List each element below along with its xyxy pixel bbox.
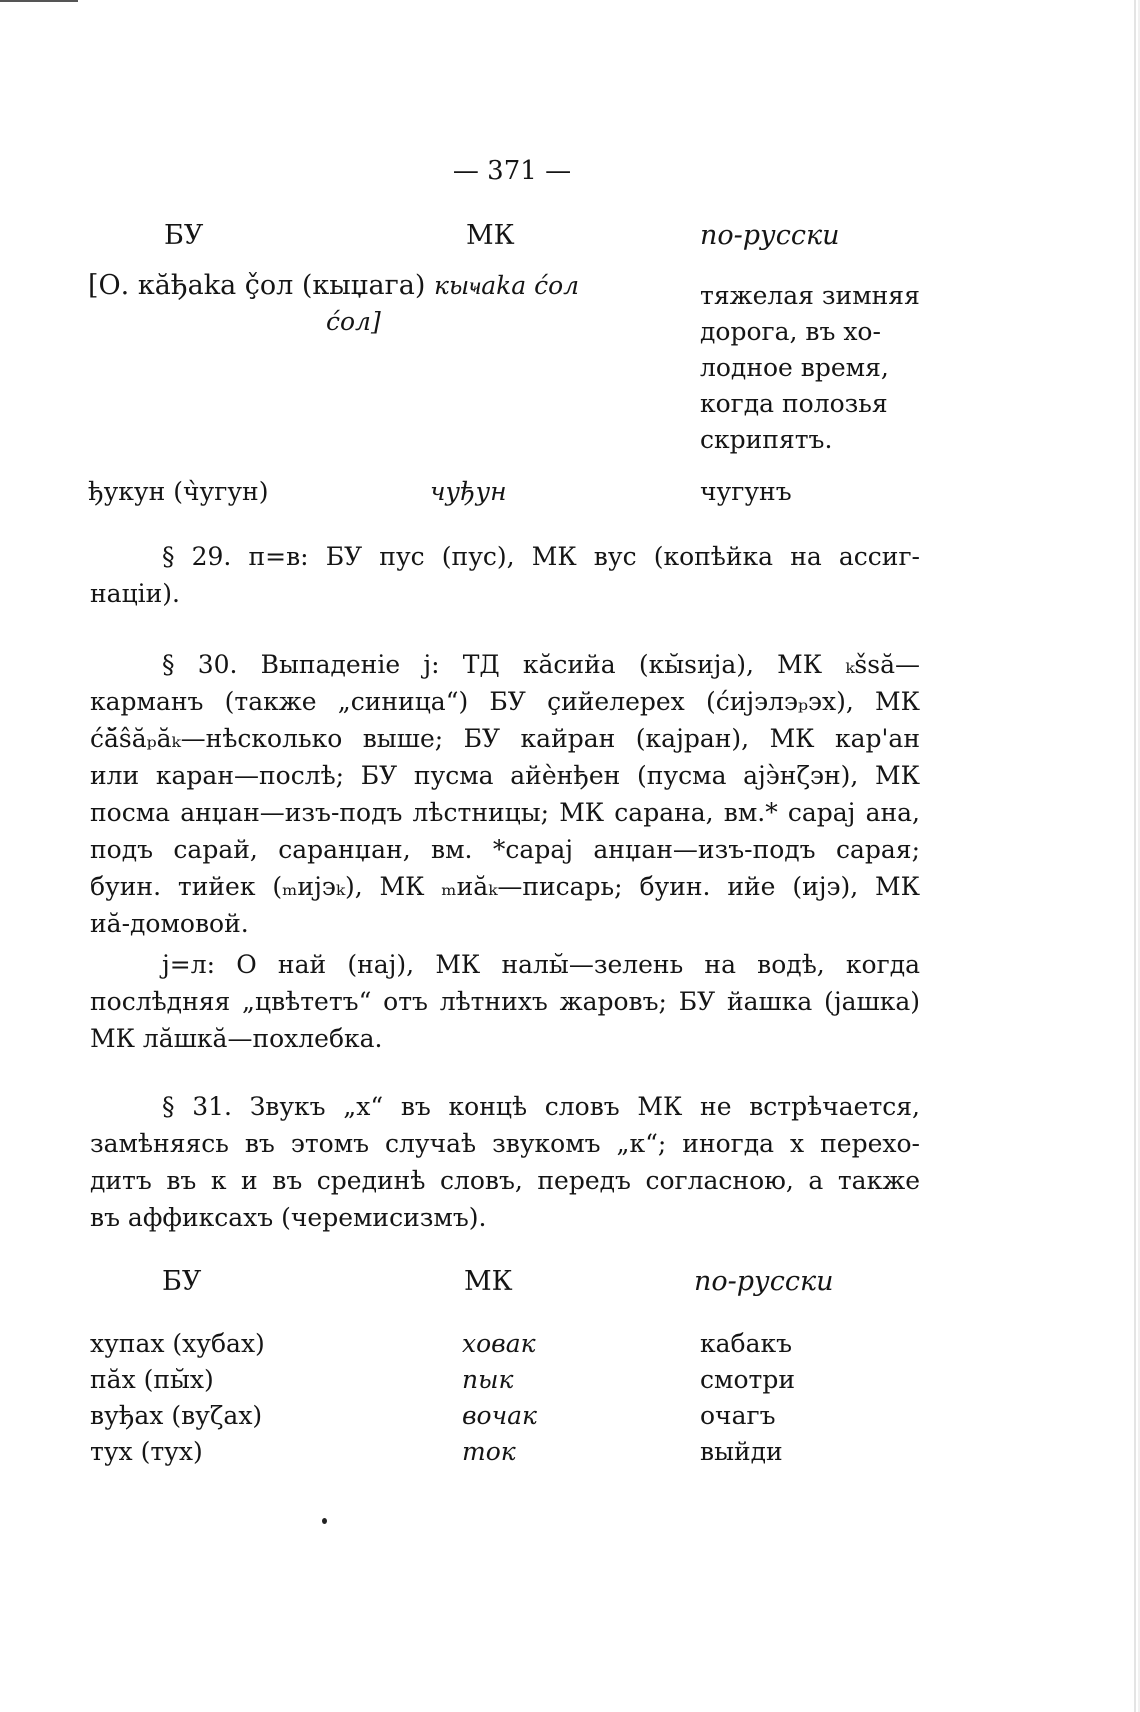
page-number: — 371 —	[452, 156, 572, 186]
paragraph-29	[90, 538, 920, 612]
scan-right-edge	[1134, 0, 1136, 1712]
paragraph-30-line: или каран—послѣ; БУ пусма айѐнђен (пусма аjэ̀нζэн), МК	[90, 761, 920, 790]
paragraph-30-line: карманъ (также „синица“) БУ çийелерех (ćиjэлэₚэх), МК	[90, 687, 920, 716]
table2-row2-mk: пык	[462, 1365, 514, 1394]
table2-row3-ru: очагъ	[700, 1401, 776, 1430]
paragraph-31	[90, 1088, 920, 1236]
table2-row2-bu: пăх (пы̆х)	[90, 1365, 214, 1394]
table1-row2-mk: чуђун	[430, 477, 507, 506]
table2-header-ru: по-русски	[694, 1266, 834, 1297]
table2-row4-ru: выйди	[700, 1437, 783, 1466]
table1-row1-ru-3: лодное время,	[700, 353, 889, 382]
table2-row3-bu: вуђах (вуζах)	[90, 1401, 263, 1430]
table1-row1-ru-5: скрипятъ.	[700, 425, 833, 454]
table1-row2-bu: ђукун (ч̀угун)	[88, 477, 269, 506]
table1-row1-ru-1: тяжелая зимняя	[700, 281, 920, 310]
table2-row2-ru: смотри	[700, 1365, 795, 1394]
table2-row1-ru: кабакъ	[700, 1329, 793, 1358]
paragraph-30-line: иă-домовой.	[90, 909, 249, 938]
table1-header-bu: БУ	[164, 220, 204, 251]
paragraph-29-line: § 29. п=в: БУ пус (пус), МК вус (копѣйка на ассиг-	[162, 542, 920, 571]
table2-row1-mk: ховак	[462, 1329, 536, 1358]
table1-row2-ru: чугунъ	[700, 477, 792, 506]
paragraph-31-line: въ аффиксахъ (черемисизмъ).	[90, 1203, 487, 1232]
table2-row3-mk: вочак	[462, 1401, 537, 1430]
table1-row1-bu: [О. кăђаkа ç̌ол (кыџага)	[88, 270, 426, 301]
paragraph-31-line: дитъ въ к и въ срединѣ словъ, передъ согласною, а также	[90, 1166, 920, 1195]
paragraph-30-line: буин. тийек (ₘиjэₖ), МК ₘиăₖ—писарь; буин. ийе (иjэ), МК	[90, 872, 920, 901]
paragraph-31-line: § 31. Звукъ „х“ въ концѣ словъ МК не встрѣчается,	[162, 1092, 920, 1121]
table1-row1-ru-4: когда полозья	[700, 389, 888, 418]
paragraph-30-line: § 30. Выпаденіе j: ТД кăсийа (кы̆ѕиjа), МК ₖѕ̌ѕă—	[162, 650, 920, 679]
ink-speck	[322, 1518, 327, 1524]
table2-header-mk: МК	[464, 1266, 513, 1297]
paragraph-29-line: націи).	[90, 579, 181, 608]
table1-header-ru: по-русски	[700, 220, 840, 251]
paragraph-30	[90, 646, 920, 942]
table1-row1-mk: кыҹаkа ćол	[434, 271, 580, 300]
table2-row1-bu: хупах (хубах)	[90, 1329, 265, 1358]
paragraph-30-j-l-line: МК лăшкă—похлебка.	[90, 1024, 383, 1053]
paragraph-30-line: ćă̆ŝăₚăₖ—нѣсколько выше; БУ кайран (каjран), МК кар'ан	[90, 724, 920, 753]
table1-header-mk: МК	[466, 220, 515, 251]
table1-row1-bu-cont: ćол]	[326, 307, 381, 336]
table2-row4-bu: тух (тух)	[90, 1437, 203, 1466]
paragraph-30-j-l-line: послѣдняя „цвѣтетъ“ отъ лѣтнихъ жаровъ; БУ йашка (јашка)	[90, 987, 920, 1016]
table1-row1-ru-2: дорога, въ хо-	[700, 317, 881, 346]
paragraph-31-line: замѣняясь въ этомъ случаѣ звукомъ „к“; иногда х перехо-	[90, 1129, 920, 1158]
paragraph-30-j-l-line: j=л: О най (нај), МК налы̆—зелень на водѣ, когда	[162, 950, 920, 979]
paragraph-30-j-l	[90, 946, 920, 1057]
table2-row4-mk: ток	[462, 1437, 516, 1466]
scan-edge-mark	[0, 0, 78, 2]
paragraph-30-line: посма анџан—изъ-подъ лѣстницы; МК сарана, вм.* сарај ана,	[90, 798, 920, 827]
paragraph-30-line: подъ сарай, саранџан, вм. *сарај анџан—изъ-подъ сарая;	[90, 835, 920, 864]
table2-header-bu: БУ	[162, 1266, 202, 1297]
